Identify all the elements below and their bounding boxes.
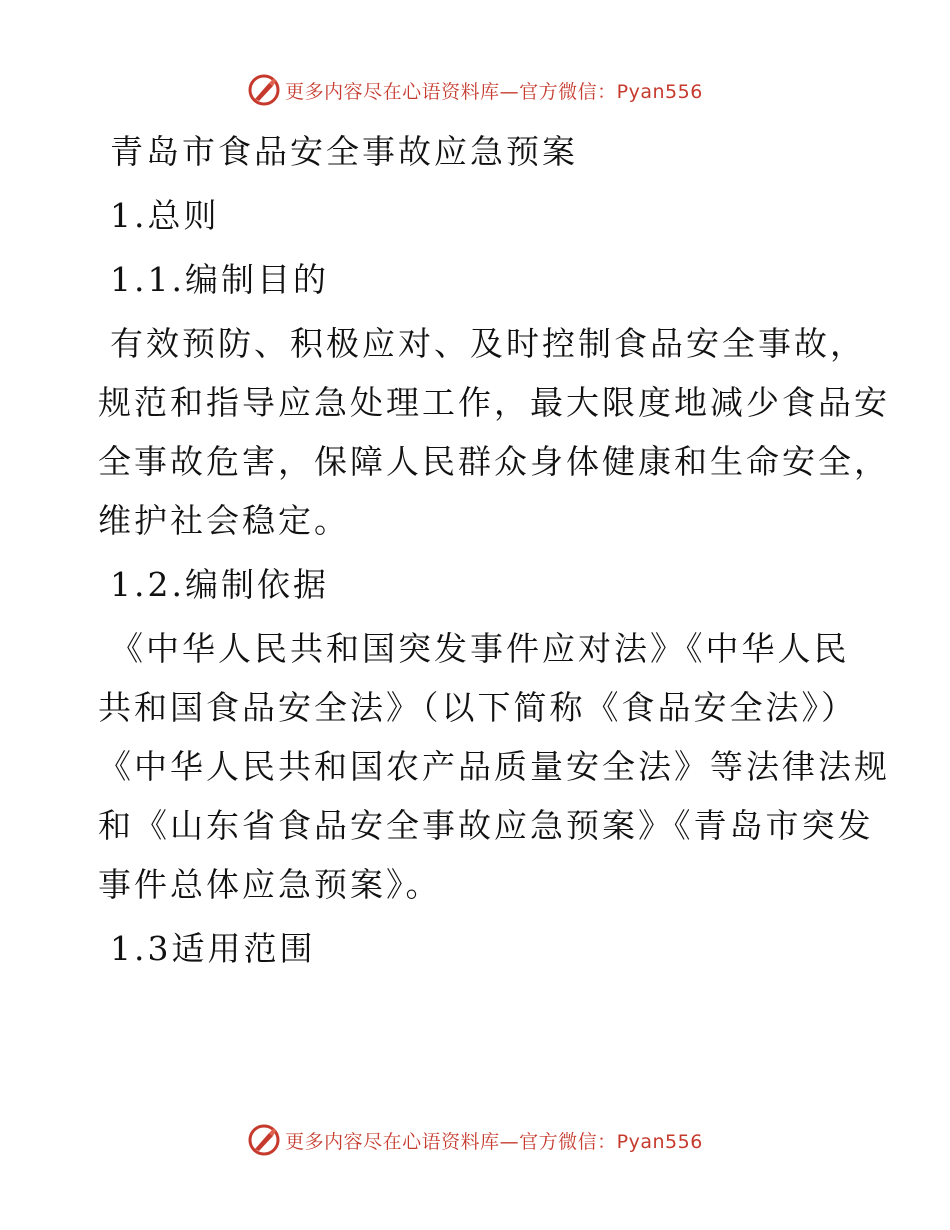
watermark-text: 更多内容尽在心语资料库—官方微信：Pyan556: [285, 80, 703, 103]
paragraph-line: 事件总体应急预案》。: [98, 865, 442, 904]
section-heading-1-2: 1.2.编制依据: [110, 565, 329, 604]
watermark-text: 更多内容尽在心语资料库—官方微信：Pyan556: [285, 1130, 703, 1153]
pen-logo-icon: [247, 73, 281, 107]
paragraph-purpose: [98, 314, 890, 550]
paragraph-line: 和《山东省食品安全事故应急预案》《青岛市突发: [98, 806, 874, 845]
watermark-banner-top: [0, 70, 950, 110]
section-heading-1-1: 1.1.编制目的: [110, 260, 329, 299]
paragraph-line: 《中华人民共和国农产品质量安全法》等法律法规: [98, 747, 890, 786]
paragraph-line: 全事故危害，保障人民群众身体健康和生命安全，: [98, 442, 890, 481]
paragraph-basis: [98, 619, 890, 914]
paragraph-line: 共和国食品安全法》（以下简称《食品安全法》）: [98, 688, 857, 727]
paragraph-line: 维护社会稳定。: [98, 501, 350, 540]
section-heading-1: 1.总则: [110, 196, 220, 235]
paragraph-line: 规范和指导应急处理工作，最大限度地减少食品安: [98, 383, 890, 422]
section-heading-1-3: 1.3适用范围: [110, 929, 316, 968]
pen-logo-icon: [247, 1123, 281, 1157]
paragraph-line: 有效预防、积极应对、及时控制食品安全事故，: [110, 324, 866, 363]
paragraph-line: 《中华人民共和国突发事件应对法》《中华人民: [110, 629, 850, 668]
watermark-banner-bottom: [0, 1120, 950, 1160]
document-title: 青岛市食品安全事故应急预案: [110, 132, 578, 171]
document-body: [98, 122, 890, 978]
